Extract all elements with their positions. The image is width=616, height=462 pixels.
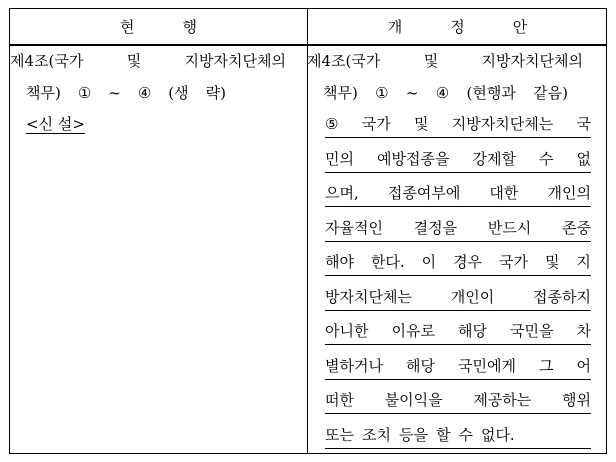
word: 제4조(국가: [10, 52, 84, 70]
word: (현행과: [466, 83, 516, 102]
word: 책무): [323, 83, 358, 102]
underlined-text: [325, 319, 591, 345]
word: 불이익을: [384, 391, 443, 409]
word: ①: [77, 83, 92, 102]
underlined-text: [325, 354, 591, 380]
inserted-text-line: [307, 216, 591, 248]
word: 지: [576, 253, 591, 271]
underlined-text: [325, 388, 591, 414]
underlined-text: [325, 181, 591, 207]
inserted-text-line: [307, 423, 591, 455]
word: 제공하는: [473, 391, 532, 409]
inserted-text-line: [307, 354, 591, 386]
word: 민의: [325, 149, 354, 168]
current-text-cell: [10, 46, 294, 141]
word: 별하거나: [325, 356, 383, 375]
word: 예방접종을: [377, 149, 450, 168]
word: 등을: [398, 425, 428, 444]
word: 접종하지: [533, 287, 591, 306]
word: 어: [576, 356, 591, 375]
word: 개인의: [547, 184, 591, 202]
header-revised-char: 개: [387, 18, 403, 36]
word: 해야: [325, 253, 354, 271]
word: 그: [538, 356, 554, 375]
word: 강제할: [472, 149, 516, 168]
word: 이유로: [391, 322, 435, 340]
word: 해당: [458, 322, 487, 340]
word: (생: [168, 83, 189, 102]
word: 지방자치단체의: [481, 52, 583, 70]
word: 책무): [26, 83, 61, 102]
inserted-text-line: [307, 285, 591, 317]
word: ~: [108, 83, 121, 102]
word: 및: [414, 115, 429, 133]
word: 수: [538, 149, 554, 168]
word: 없: [576, 149, 591, 168]
word: 및: [126, 52, 142, 70]
header-current-char: 현: [120, 18, 135, 36]
header-current-char: 행: [182, 18, 197, 36]
header-revised: [308, 9, 607, 44]
word: ④: [435, 83, 450, 102]
word: 수: [458, 425, 473, 444]
underlined-text: [325, 250, 591, 276]
inserted-text-line: [307, 112, 591, 144]
word: 국민을: [510, 322, 554, 340]
word: 경우: [453, 253, 483, 271]
word: ⑤: [325, 115, 339, 133]
underlined-text: [325, 423, 591, 449]
word: 국가: [499, 253, 529, 271]
word: 떠한: [325, 391, 354, 409]
inserted-paragraph: [307, 112, 591, 454]
underlined-text: [325, 147, 591, 173]
word: 국가: [361, 115, 391, 133]
word: 이: [421, 253, 437, 271]
word: 아니한: [325, 322, 369, 340]
word: ④: [137, 83, 152, 102]
inserted-text-line: [307, 147, 591, 179]
article-tail-line: [10, 78, 294, 110]
article-title-line: [10, 46, 286, 78]
revised-text-cell: [307, 46, 591, 454]
word: 지방자치단체의: [184, 52, 286, 70]
underlined-text: [325, 285, 591, 311]
inserted-text-line: [307, 319, 591, 351]
inserted-text-line: [307, 388, 591, 420]
article-tail-line: [307, 78, 591, 110]
word: 지방자치단체는: [451, 115, 554, 133]
word: 제4조(국가: [307, 52, 381, 70]
word: 또는: [325, 425, 354, 444]
word: 할: [435, 425, 451, 444]
header-revised-char: 정: [450, 18, 465, 36]
article-title-line: [307, 46, 583, 78]
word: 결정을: [413, 218, 458, 237]
word: 조치: [361, 425, 391, 444]
word: 행위: [561, 391, 591, 409]
word: 으며,: [325, 184, 359, 202]
header-current: [10, 9, 307, 44]
word: 해당: [405, 356, 435, 375]
word: 국: [576, 115, 591, 133]
word: 개인이: [450, 287, 495, 306]
new-clause-marker: <신 설>: [26, 115, 85, 133]
header-revised-char: 안: [512, 18, 528, 36]
word: 차: [576, 322, 591, 340]
word: 없다.: [480, 425, 515, 444]
underlined-text: [325, 216, 591, 242]
word: 자율적인: [325, 218, 383, 237]
new-clause-line: [10, 109, 294, 141]
word: 접종여부에: [387, 184, 461, 202]
word: 및: [544, 253, 560, 271]
word: 및: [423, 52, 439, 70]
word: 방자치단체는: [325, 287, 412, 306]
word: ①: [375, 83, 389, 102]
inserted-text-line: [307, 250, 591, 282]
word: 략): [205, 83, 226, 102]
word: 대한: [489, 184, 519, 202]
word: 한다.: [370, 253, 405, 271]
underlined-text: [325, 112, 591, 138]
word: 국민에게: [457, 356, 516, 375]
word: 반드시: [487, 218, 532, 237]
inserted-text-line: [307, 181, 591, 213]
word: 존중: [562, 218, 591, 237]
word: 같음): [533, 83, 568, 102]
word: ~: [405, 83, 419, 102]
